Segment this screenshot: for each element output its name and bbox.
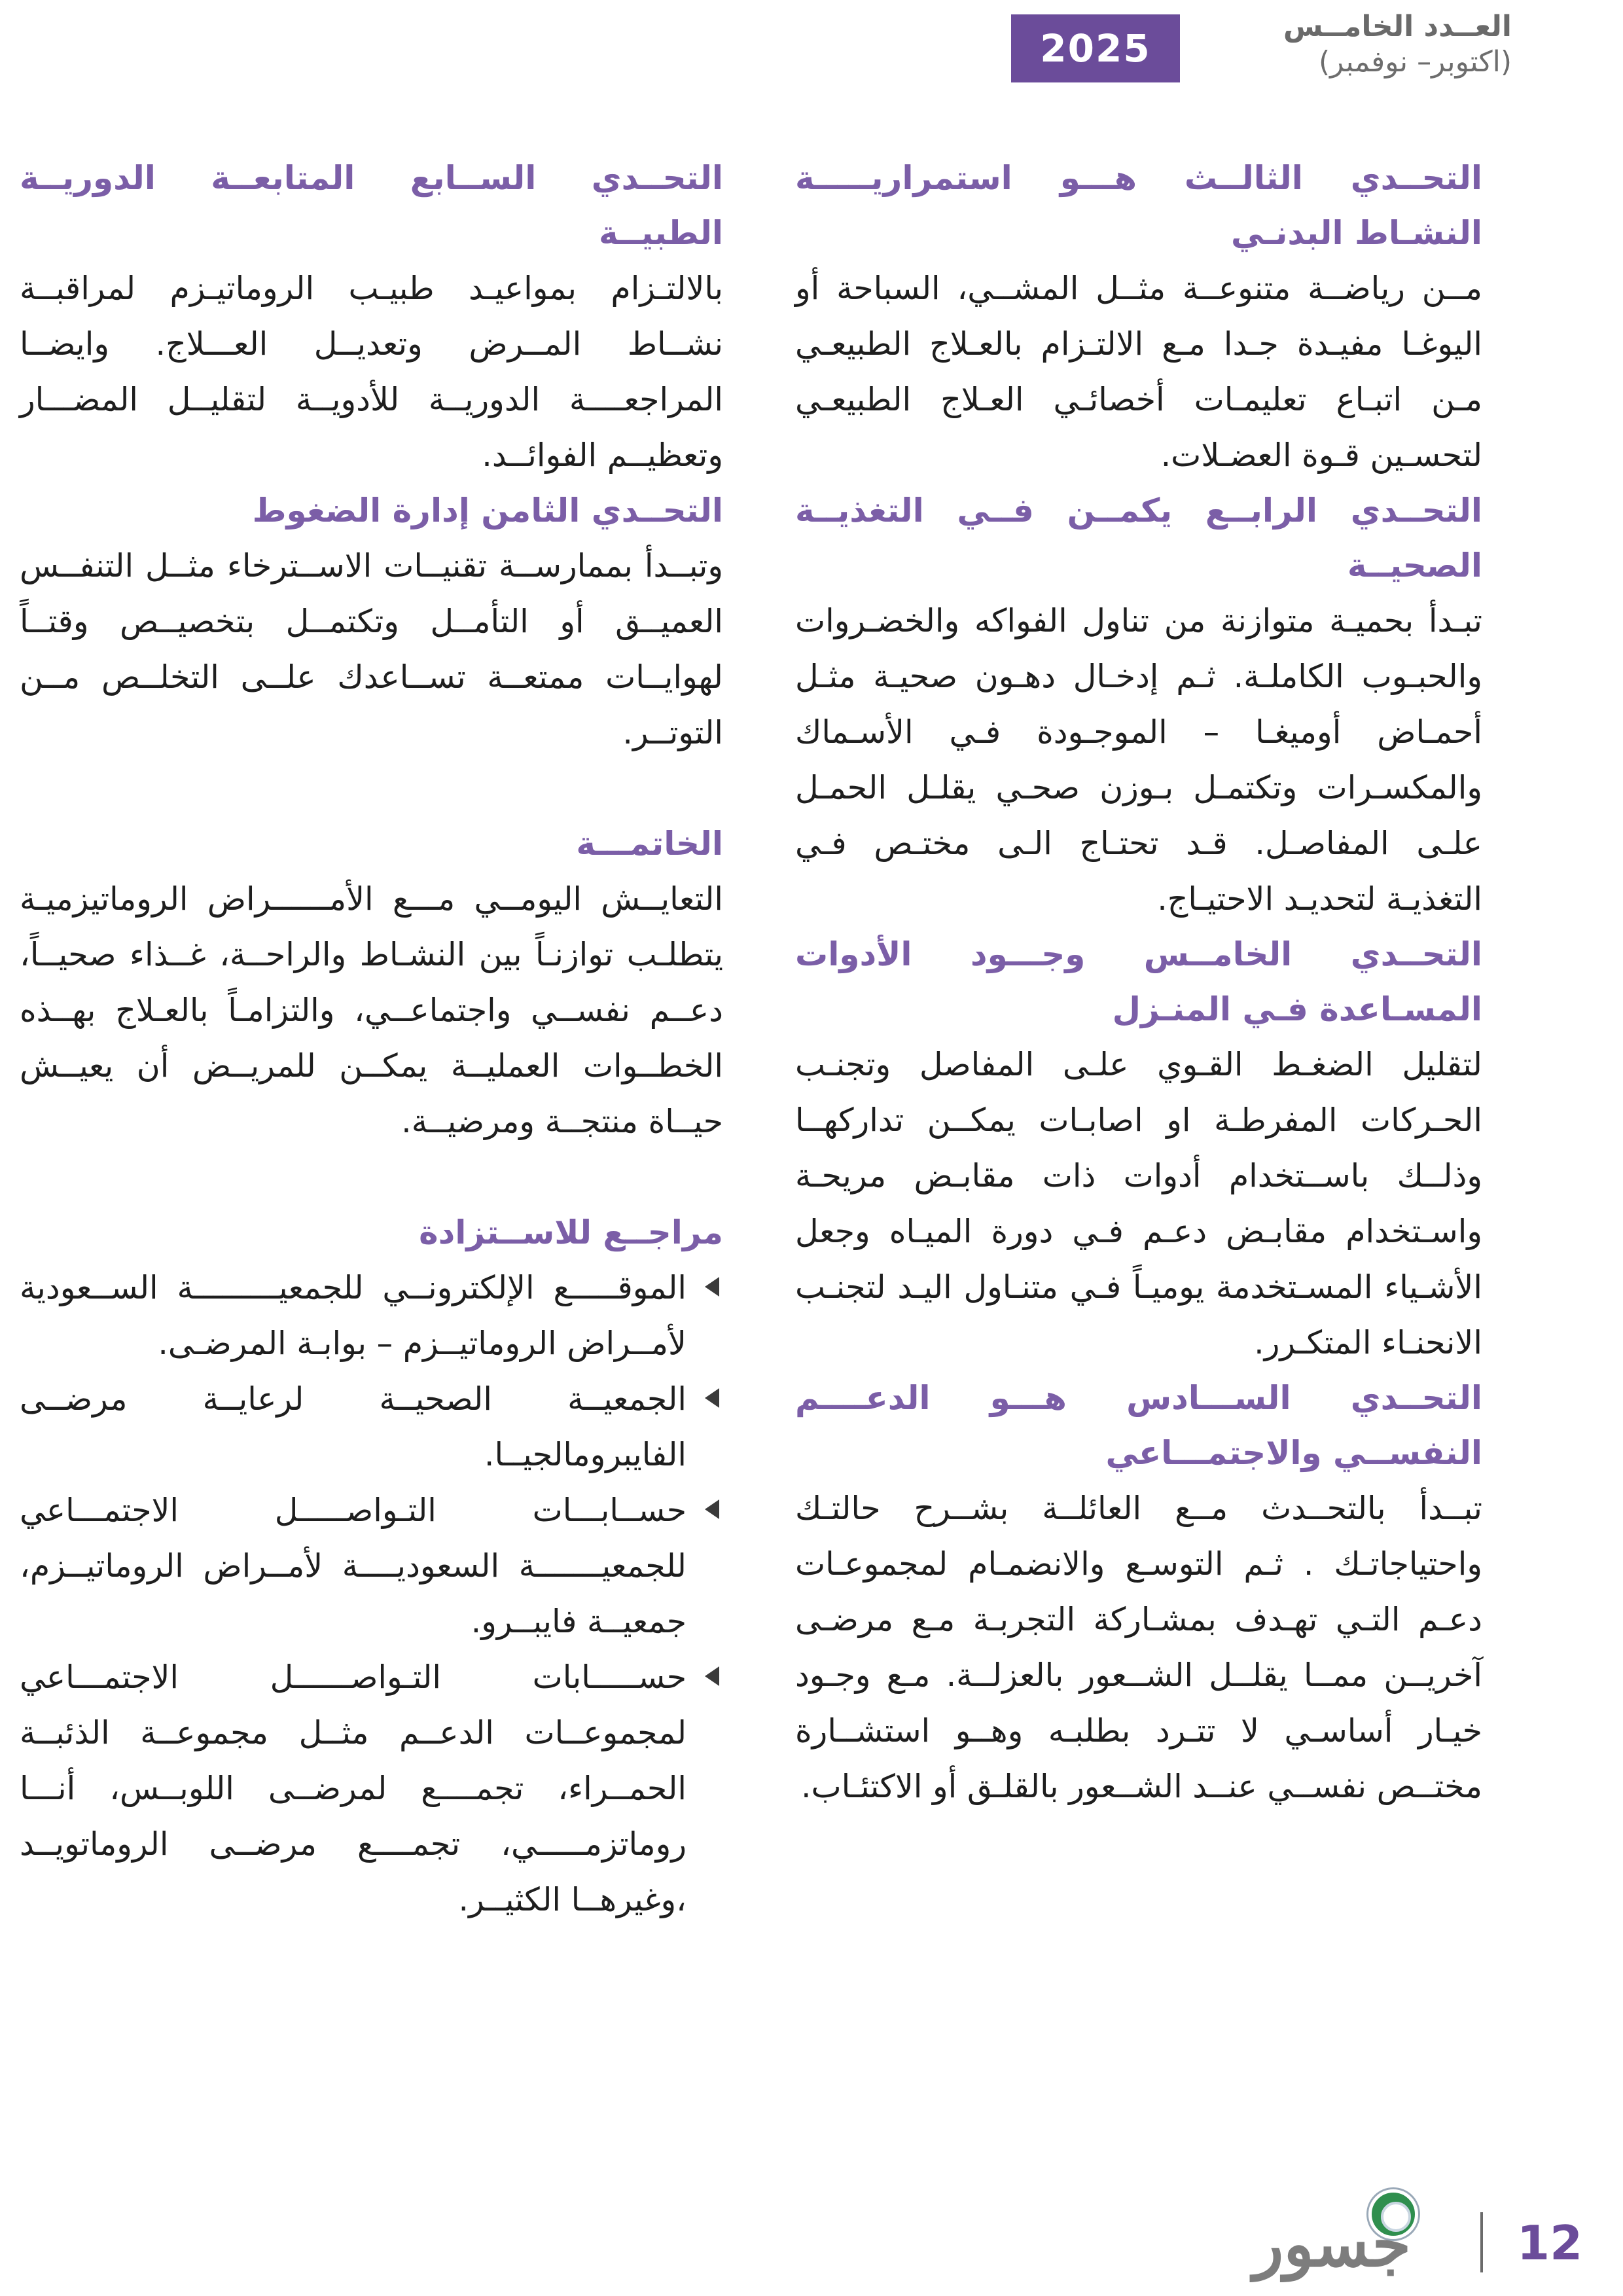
- reference-item: [20, 1260, 723, 1371]
- section-title-challenge-7: التحــدي الســابع المتابعــة الدوريــة الطبيــة: [20, 159, 723, 252]
- section-body-challenge-3: مــن رياضــة متنوعــة مثــل المشــي، السباحة أو اليوغـا مفيـدة جـدا مـع الالتـزام بالعـلاج الطبيعـي مـن اتبـاع تعليمـات أخصائـي العـلاج الطبيعـي لتحسـين قـوة العضـلات.: [795, 270, 1482, 474]
- year-badge: 2025: [1011, 14, 1180, 82]
- section-title-challenge-3: التحــدي الثالــث هـــو استمراريـــــة النشـاط البدنـي: [795, 159, 1482, 252]
- right-column: [795, 151, 1482, 1814]
- section-body-challenge-6: تبــدأ بالتحــدث مــع العائلــة بشــرح حالتـك واحتياجاتـك . ثـم التوسـع والانضمـام لمجموعـات دعـم التـي تهـدف بمشـاركة التجربـة مـع مرضـى آخريــن ممــا يقلــل الشــعور بالعزلــة. مـع وجـود خيـار أساسـي لا تتـرد بطلبـه وهــو استشــارة مختــص نفســي عنــد الشــعور بالقلـق أو الاكتئـاب.: [795, 1490, 1482, 1805]
- footer-divider: [1480, 2212, 1483, 2272]
- bullet-arrow-icon: [705, 1277, 719, 1297]
- spacer: [20, 1149, 723, 1205]
- section-body-challenge-4: تبـدأ بحميـة متوازنة من تناول الفواكه والخضـروات والحبـوب الكاملـة. ثـم إدخـال دهـون صحيـة مثـل أحمـاض أوميغـا – الموجـودة فـي الأسـماك والمكسـرات وتكتمـل بـوزن صحـي يقلـل الحمـل علـى المفاصـل. قـد تحتـاج الـى مختـص فـي التغذيـة لتحديـد الاحتيـاج.: [795, 602, 1482, 918]
- bullet-arrow-icon: [705, 1666, 719, 1686]
- spacer: [20, 761, 723, 816]
- section-title-challenge-5: التحــدي الخامــس وجـــود الأدوات المسـاعدة فـي المنـزل: [795, 935, 1482, 1028]
- left-column: [20, 151, 723, 1928]
- references-list: [20, 1260, 723, 1928]
- reference-text: الموقـــــع الإلكترونــي للجمعيـــــــــة الســعودية لأمــراض الروماتيــزم – بوابـة المرضـى.: [20, 1269, 687, 1362]
- conclusion-title: الخاتمـــة: [576, 825, 723, 863]
- section-title-challenge-8: التحــدي الثامن إدارة الضغوط: [252, 492, 723, 529]
- section-title-challenge-6: التحــدي الســـادس هـــو الدعــــم النفســي والاجتمـــاعي: [795, 1379, 1482, 1472]
- conclusion-body: التعايــش اليومــي مـــع الأمــــــراض الروماتيزميـة يتطلـب توازنـاً بين النشـاط والراحــة، غــذاء صحيــاً، دعــم نفســي واجتماعــي، والتزامـاً بالعـلاج بهــذه الخطــوات العمليــة يمكــن للمريــض أن يعيــش حيــاة منتجــة ومرضيــة.: [20, 880, 723, 1140]
- reference-item: [20, 1371, 723, 1482]
- references-title: مراجــع للاســتزادة: [419, 1213, 723, 1251]
- bullet-arrow-icon: [705, 1388, 719, 1408]
- issue-number: العــدد الخامــس: [1283, 10, 1512, 43]
- section-body-challenge-5: لتقليل الضغـط القـوي علـى المفاصل وتجنـب الحـركات المفرطـة او اصابـات يمكــن تداركهــا وذلــك باســتخدام أدوات ذات مقابـض مريحـة واسـتخدام مقابـض دعـم فـي دورة الميـاه وجعل الأشـياء المسـتخدمة يوميـاً فـي متنـاول اليـد لتجنـب الانحنـاء المتكـرر.: [795, 1046, 1482, 1361]
- issue-months: (اكتوبر– نوفمبر): [1318, 45, 1512, 79]
- logo-wordmark: جسور: [1253, 2207, 1411, 2281]
- section-body-challenge-7: بالالتـزام بمواعيـد طبيـب الروماتيـزم لمراقبــة نشــاط المــرض وتعديــل العـــلاج. وايضــا المراجعــــة الدوريــة للأدويــة لتقليــل المضـــار وتعظيــم الفوائــد.: [20, 270, 723, 474]
- section-body-challenge-8: وتبــدأ بممارســة تقنيــات الاســترخاء مثــل التنفــس العميــق أو التأمــل وتكتمــل بتخصيــص وقتــاً لهوايــات ممتعــة تســاعدك علــى التخلــص مــن التوتــر.: [20, 547, 723, 751]
- reference-text: حســابـــات التـواصـــــل الاجتمـــاعي للجمعيـــــــة السعوديــــة لأمــراض الروماتيــزم، جمعيــة فايبــرو.: [20, 1492, 687, 1640]
- bullet-arrow-icon: [705, 1499, 719, 1519]
- issue-info: [1283, 9, 1512, 80]
- reference-text: حســـــابات التـواصــــــل الاجتمـــاعي لمجموعــات الدعــم مثــل مجموعــة الذئبــة الحمــراء، تجمــــع لمرضــى اللوبــس، أنـــا روماتزمـــــي، تجمــــع مرضــى الروماتويــد ،وغيرهــا الكثيــر.: [20, 1659, 687, 1918]
- section-title-challenge-4: التحــدي الرابــع يكمــن فــي التغذيــة الصحيــة: [795, 492, 1482, 584]
- reference-text: الجمعيــة الصحيــة لرعايــة مرضــى الفايبرومالجيــا.: [20, 1380, 687, 1473]
- reference-item: [20, 1649, 723, 1928]
- magazine-logo: [1253, 2189, 1463, 2287]
- reference-item: [20, 1482, 723, 1649]
- page-number: 12: [1517, 2215, 1583, 2270]
